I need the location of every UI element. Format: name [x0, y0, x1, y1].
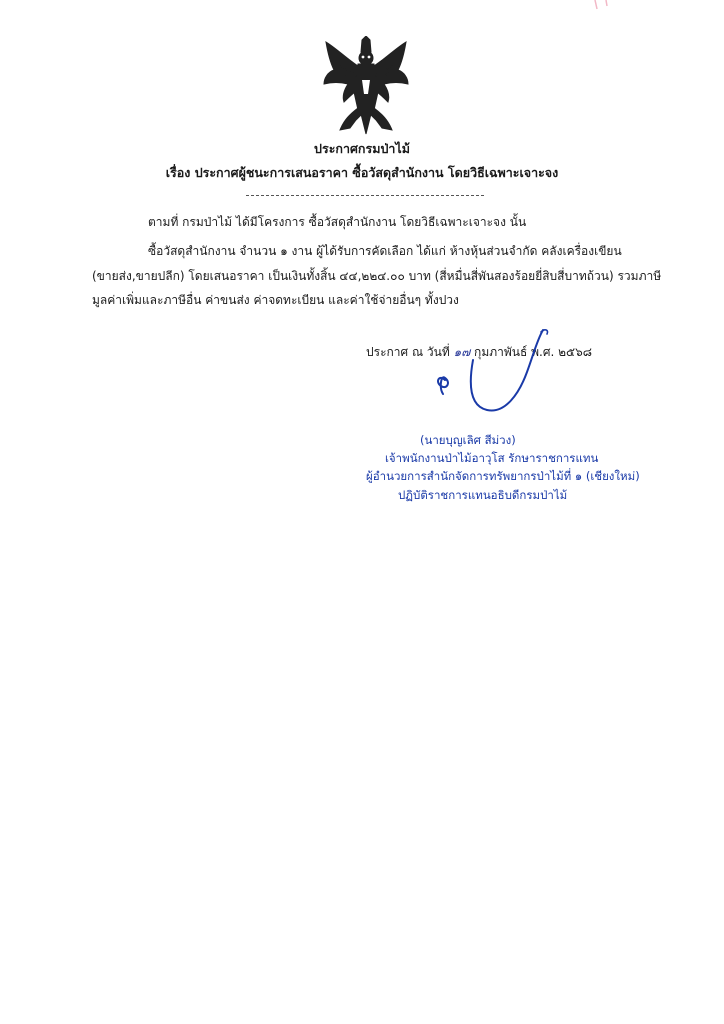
separator-line [246, 195, 484, 196]
signatory-name: (นายบุญเลิศ สีม่วง) [420, 433, 516, 447]
document-subject: เรื่อง ประกาศผู้ชนะการเสนอราคา ซื้อวัสดุสำนักงาน โดยวิธีเฉพาะเจาะจง [165, 165, 559, 180]
signatory-position-3: ปฏิบัติราชการแทนอธิบดีกรมป่าไม้ [398, 488, 568, 502]
date-prefix: ประกาศ ณ วันที่ [366, 345, 450, 359]
signatory-position-2: ผู้อำนวยการสำนักจัดการทรัพยากรป่าไม้ที่ ๑ (เชียงใหม่) [366, 469, 640, 483]
body-line-4: มูลค่าเพิ่มและภาษีอื่น ค่าขนส่ง ค่าจดทะเบียน และค่าใช้จ่ายอื่นๆ ทั้งปวง [92, 293, 459, 307]
garuda-emblem-icon [318, 36, 414, 136]
body-line-3: (ขายส่ง,ขายปลีก) โดยเสนอราคา เป็นเงินทั้งสิ้น ๔๔,๒๒๔.๐๐ บาท (สี่หมื่นสี่พันสองร้อยยี่สิบสี่บาทถ้วน) รวมภาษี [92, 269, 662, 283]
corner-mark-icon [592, 0, 612, 10]
signatory-position-1: เจ้าพนักงานป่าไม้อาวุโส รักษาราชการแทน [385, 451, 599, 465]
document-title: ประกาศกรมป่าไม้ [314, 141, 410, 156]
date-day: ๑๗ [453, 345, 471, 359]
date-month-year: กุมภาพันธ์ พ.ศ. ๒๕๖๘ [474, 345, 592, 359]
handwritten-signature-icon [395, 322, 575, 432]
body-line-1: ตามที่ กรมป่าไม้ ได้มีโครงการ ซื้อวัสดุสำนักงาน โดยวิธีเฉพาะเจาะจง นั้น [148, 215, 527, 229]
body-line-2: ซื้อวัสดุสำนักงาน จำนวน ๑ งาน ผู้ได้รับการคัดเลือก ได้แก่ ห้างหุ้นส่วนจำกัด คลังเครื่องเขียน [148, 244, 622, 258]
